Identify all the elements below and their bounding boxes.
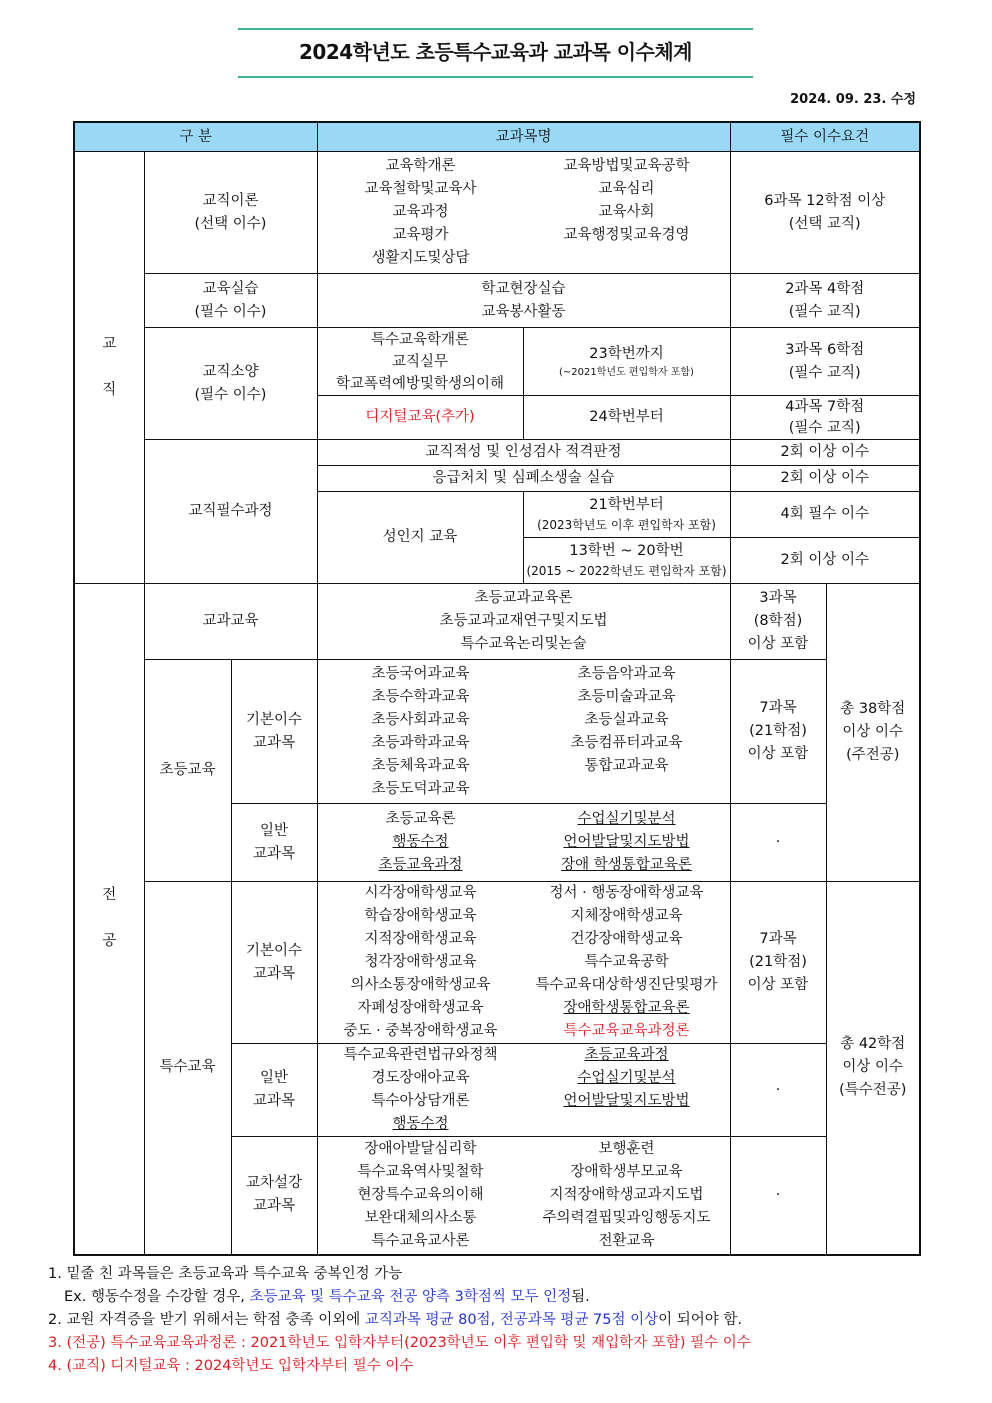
course-item: 초등음악과교육 (577, 665, 676, 682)
course-item: 초등체육과교육 (371, 757, 470, 774)
teaching-label: 교 직 (74, 152, 144, 584)
table-row (74, 328, 920, 396)
course-item: 초등교육과정 (378, 857, 463, 873)
aptitude-req: 2회 이상 이수 (730, 440, 920, 466)
course-item: 수업실기및분석 (577, 811, 676, 827)
aptitude-course: 교직적성 및 인성검사 적격판정 (317, 440, 730, 466)
course-item: 초등도덕과교육 (371, 780, 470, 797)
literacy-cohort-a (523, 328, 730, 396)
special-label: 특수교육 (144, 882, 231, 1255)
literacy-cohort-b: 24학번부터 (523, 396, 730, 440)
note-highlight: 교직과목 평균 80점, 전공과목 평균 75점 이상 (364, 1312, 659, 1328)
header-category: 구 분 (74, 122, 317, 152)
course-item: 언어발달및지도방법 (563, 834, 690, 850)
title-box (238, 28, 753, 78)
course-item: 교육철학및교육사 (364, 181, 477, 197)
course-item (524, 778, 730, 801)
theory-req: 6과목 12학점 이상 (선택 교직) (730, 152, 920, 274)
literacy-req-a: 3과목 6학점 (필수 교직) (730, 328, 920, 396)
course-item: 특수교육교사론 (371, 1232, 470, 1249)
firstaid-course: 응급처치 및 심폐소생술 실습 (317, 466, 730, 492)
practice-label: 교육실습 (필수 이수) (144, 274, 317, 328)
cross-label: 교차설강 교과목 (231, 1137, 317, 1255)
table-header (74, 122, 920, 152)
table-row (74, 660, 920, 804)
gender-course: 성인지 교육 (317, 492, 523, 584)
course-item: 수업실기및분석 (577, 1070, 676, 1086)
literacy-courses-b: 디지털교육(추가) (317, 396, 523, 440)
page-title: 2024학년도 초등특수교육과 교과목 이수체계 (299, 40, 692, 64)
course-item: 초등교육과정 (584, 1047, 669, 1063)
course-item: 지적장애학생교육 (364, 931, 477, 947)
literacy-req-b: 4과목 7학점 (필수 교직) (730, 396, 920, 440)
course-item: 특수교육대상학생진단및평가 (535, 977, 718, 993)
course-item: 교육평가 (392, 227, 449, 243)
course-item: 특수교육역사및철학 (357, 1163, 484, 1180)
note-1: 1. 밑줄 친 과목들은 초등교육과 특수교육 중복인정 가능 (48, 1266, 403, 1282)
course-item: 학습장애학생교육 (364, 908, 477, 924)
elementary-basic-label: 기본이수 교과목 (231, 660, 317, 804)
course-item: 행동수정 (392, 834, 449, 850)
note-text: 이 되어야 함. (658, 1312, 742, 1328)
course-item: 지적장애학생교과지도법 (549, 1186, 704, 1203)
course-list (318, 1138, 730, 1253)
course-item: 의사소통장애학생교육 (350, 977, 491, 993)
course-item: 장애학생통합교육론 (563, 1000, 690, 1016)
special-basic-req: 7과목 (21학점) 이상 포함 (730, 882, 826, 1044)
practice-req: 2과목 4학점 (필수 교직) (730, 274, 920, 328)
course-item: 현장특수교육의이해 (357, 1186, 484, 1203)
course-item: 언어발달및지도방법 (563, 1093, 690, 1109)
elementary-general-courses (317, 804, 730, 882)
course-item: 특수교육관련법규와정책 (343, 1047, 498, 1063)
theory-label: 교직이론 (선택 이수) (144, 152, 317, 274)
special-basic-label: 기본이수 교과목 (231, 882, 317, 1044)
subject-ed-label: 교과교육 (144, 584, 317, 660)
special-general-label: 일반 교과목 (231, 1044, 317, 1137)
course-item: 교육과정 (392, 204, 449, 220)
special-general-req: · (730, 1044, 826, 1137)
course-item: 초등컴퓨터과교육 (570, 734, 683, 751)
gender-req-b: 2회 이상 이수 (730, 538, 920, 584)
special-basic-courses (317, 882, 730, 1044)
course-item: 생활지도및상담 (371, 250, 470, 266)
revision-date: 2024. 09. 23. 수정 (790, 92, 916, 107)
cohort-label: 13학번 ~ 20학번 (569, 542, 684, 559)
course-item: 자폐성장애학생교육 (357, 1000, 484, 1016)
cohort-note: (2015 ~ 2022학년도 편입학자 포함) (526, 563, 727, 578)
course-item: 주의력결핍및과잉행동지도 (542, 1209, 711, 1226)
subject-ed-req: 3과목 (8학점) 이상 포함 (730, 584, 826, 660)
practice-courses: 학교현장실습 교육봉사활동 (317, 274, 730, 328)
course-item: 통합교과교육 (584, 757, 669, 774)
course-list (318, 882, 730, 1043)
note-1-example (48, 1286, 751, 1309)
course-list (318, 663, 730, 801)
course-list (318, 155, 730, 270)
required-label: 교직필수과정 (144, 440, 317, 584)
literacy-label: 교직소양 (필수 이수) (144, 328, 317, 440)
table-row (74, 440, 920, 466)
gender-cohort-b (523, 538, 730, 584)
special-total: 총 42학점 이상 이수 (특수전공) (826, 882, 920, 1255)
note-4: 4. (교직) 디지털교육 : 2024학년도 입학자부터 필수 이수 (48, 1358, 414, 1374)
table-row (74, 882, 920, 1044)
course-item: 특수교육교육과정론 (563, 1023, 690, 1039)
course-item: 장애아발달심리학 (364, 1140, 477, 1157)
note-highlight: 초등교육 및 특수교육 전공 양측 3학점씩 모두 인정 (249, 1289, 572, 1305)
table-row (74, 152, 920, 274)
note-text: 2. 교원 자격증을 받기 위해서는 학점 충족 이외에 (48, 1312, 365, 1328)
elementary-basic-courses (317, 660, 730, 804)
gender-cohort-a (523, 492, 730, 538)
course-item: 시각장애학생교육 (364, 885, 477, 901)
course-item: 초등수학과교육 (371, 688, 470, 705)
table-row (74, 584, 920, 660)
course-item: 전환교육 (598, 1232, 655, 1249)
cohort-label: 23학번까지 (589, 346, 664, 362)
course-item: 초등교육론 (385, 811, 456, 827)
course-item: 교육행정및교육경영 (563, 227, 690, 243)
note-text: Ex. 행동수정을 수강할 경우, (64, 1289, 250, 1305)
course-list (318, 1044, 730, 1136)
cohort-note: (2023학년도 이후 편입학자 포함) (537, 517, 716, 532)
subject-ed-courses: 초등교과교육론 초등교과교재연구및지도법 특수교육논리및논술 (317, 584, 730, 660)
header-requirement: 필수 이수요건 (730, 122, 920, 152)
course-item: 보완대체의사소통 (364, 1209, 477, 1226)
course-item: 초등국어과교육 (371, 665, 470, 682)
course-list (318, 808, 730, 877)
footnotes (48, 1263, 751, 1378)
course-item: 행동수정 (392, 1116, 449, 1132)
course-item: 초등미술과교육 (577, 688, 676, 705)
course-item: 특수아상담개론 (371, 1093, 470, 1109)
course-item: 건강장애학생교육 (570, 931, 683, 947)
course-item (524, 247, 730, 270)
literacy-courses-a: 특수교육학개론 교직실무 학교폭력예방및학생의이해 (317, 328, 523, 396)
cohort-label: 21학번부터 (589, 496, 664, 513)
course-item: 장애 학생통합교육론 (561, 857, 692, 873)
course-item: 특수교육공학 (584, 954, 669, 970)
course-item: 경도장애아교육 (371, 1070, 470, 1086)
course-item: 교육사회 (598, 204, 655, 220)
special-general-courses (317, 1044, 730, 1137)
course-item: 교육학개론 (385, 158, 456, 174)
table-row (74, 274, 920, 328)
curriculum-table (73, 121, 921, 1256)
course-item: 정서 · 행동장애학생교육 (549, 885, 704, 901)
elementary-general-req: · (730, 804, 826, 882)
course-item: 초등실과교육 (584, 711, 669, 728)
course-item: 보행훈련 (598, 1140, 655, 1157)
firstaid-req: 2회 이상 이수 (730, 466, 920, 492)
elementary-basic-req: 7과목 (21학점) 이상 포함 (730, 660, 826, 804)
note-3: 3. (전공) 특수교육교육과정론 : 2021학년도 입학자부터(2023학년도 이후 편입학 및 재입학자 포함) 필수 이수 (48, 1335, 751, 1351)
course-item: 초등사회과교육 (371, 711, 470, 728)
cross-req: · (730, 1137, 826, 1255)
course-item: 초등과학과교육 (371, 734, 470, 751)
course-item: 지체장애학생교육 (570, 908, 683, 924)
gender-req-a: 4회 필수 이수 (730, 492, 920, 538)
header-courses: 교과목명 (317, 122, 730, 152)
note-2 (48, 1309, 751, 1332)
elementary-total: 총 38학점 이상 이수 (주전공) (826, 584, 920, 882)
elementary-general-label: 일반 교과목 (231, 804, 317, 882)
elementary-label: 초등교육 (144, 660, 231, 882)
cross-courses (317, 1137, 730, 1255)
major-label: 전 공 (74, 584, 144, 1255)
course-item (524, 1113, 730, 1136)
course-item: 청각장애학생교육 (364, 954, 477, 970)
theory-courses (317, 152, 730, 274)
note-text: 됨. (571, 1289, 590, 1305)
course-item: 장애학생부모교육 (570, 1163, 683, 1180)
course-item: 교육심리 (598, 181, 655, 197)
course-item: 교육방법및교육공학 (563, 158, 690, 174)
course-item: 중도 · 중복장애학생교육 (343, 1023, 498, 1039)
cohort-note: (~2021학년도 편입학자 포함) (559, 367, 694, 378)
